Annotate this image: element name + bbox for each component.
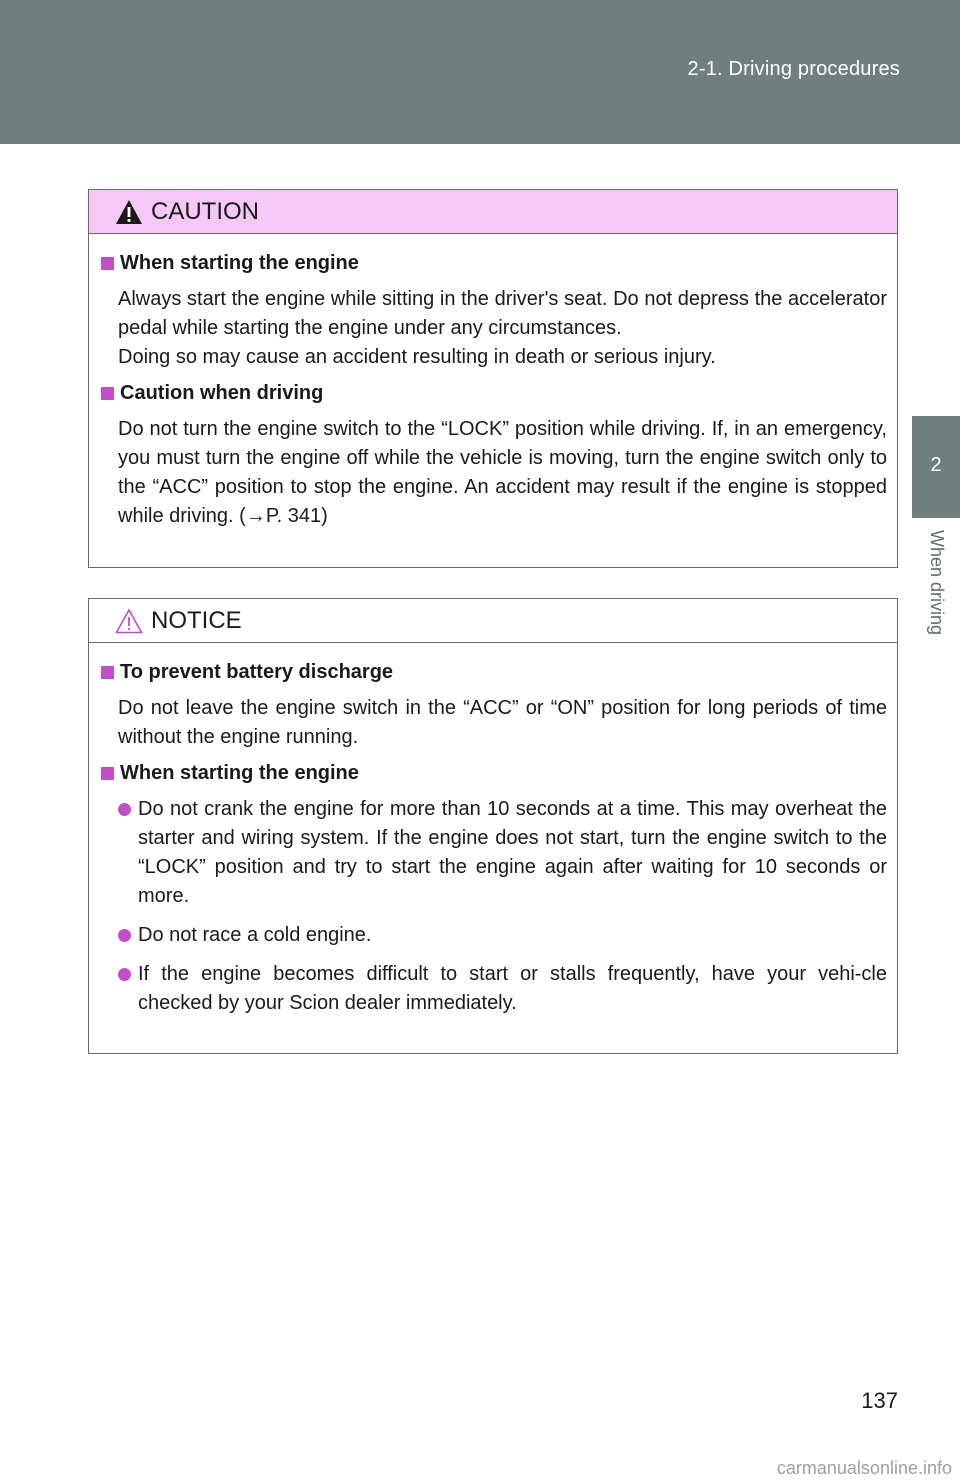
warning-triangle-outline-icon (115, 608, 143, 634)
notice-bullet (101, 960, 887, 1018)
caution-section-title (101, 382, 887, 405)
notice-bullet (101, 921, 887, 950)
section-title: 2-1. Driving procedures (687, 58, 900, 80)
chapter-tab (912, 416, 960, 518)
notice-bullet-text: Do not crank the engine for more than 10 seconds at a time. This may overheat the starter and wiring system. If the engine does not start, turn the engine switch to the “LOCK” position and try to start the engine again after waiting for 10 seconds or more. (138, 798, 887, 907)
caution-body (89, 234, 897, 565)
notice-heading: NOTICE (151, 606, 242, 634)
square-bullet-icon (101, 257, 114, 270)
chapter-label-text: When driving (927, 530, 947, 636)
notice-section-title (101, 661, 887, 684)
circle-bullet-icon (118, 968, 131, 981)
notice-bullet (101, 795, 887, 911)
caution-paragraph (101, 285, 887, 372)
page-number: 137 (861, 1388, 898, 1413)
watermark: carmanualsonline.info (776, 1458, 952, 1478)
chapter-label (912, 530, 960, 670)
page-header (0, 0, 960, 144)
caution-section-title-text: When starting the engine (120, 252, 359, 274)
warning-triangle-icon (115, 199, 143, 225)
notice-box (88, 598, 898, 1054)
caution-heading: CAUTION (151, 197, 259, 225)
caution-section-title-text: Caution when driving (120, 382, 324, 404)
circle-bullet-icon (118, 929, 131, 942)
notice-section-title (101, 762, 887, 785)
notice-body (89, 643, 897, 1052)
caution-paragraph-text: Always start the engine while sitting in the driver's seat. Do not depress the accelerator pedal while starting the engine under any circumstances. (118, 288, 887, 339)
square-bullet-icon (101, 387, 114, 400)
square-bullet-icon (101, 666, 114, 679)
circle-bullet-icon (118, 803, 131, 816)
notice-header (89, 599, 897, 643)
square-bullet-icon (101, 767, 114, 780)
caution-box (88, 189, 898, 568)
notice-paragraph: Do not leave the engine switch in the “ACC” or “ON” position for long periods of time without the engine running. (118, 697, 887, 748)
caution-header (89, 190, 897, 234)
caution-paragraph-text: Doing so may cause an accident resulting in death or serious injury. (118, 346, 716, 368)
chapter-number: 2 (930, 454, 942, 476)
notice-bullet-text: Do not race a cold engine. (138, 924, 372, 946)
notice-bullet-text: If the engine becomes difficult to start or stalls frequently, have your vehi-cle checked by your Scion dealer immediately. (138, 963, 887, 1014)
caution-section-title (101, 252, 887, 275)
notice-section-title-text: When starting the engine (120, 762, 359, 784)
notice-section-title-text: To prevent battery discharge (120, 661, 394, 683)
caution-paragraph: Do not turn the engine switch to the “LOCK” position while driving. If, in an emergency, you must turn the engine off while the vehicle is moving, turn the engine switch only to the “ACC” position to stop the engine. An accident may result if the engine is stopped while driving. (→P. 341) (118, 418, 887, 527)
